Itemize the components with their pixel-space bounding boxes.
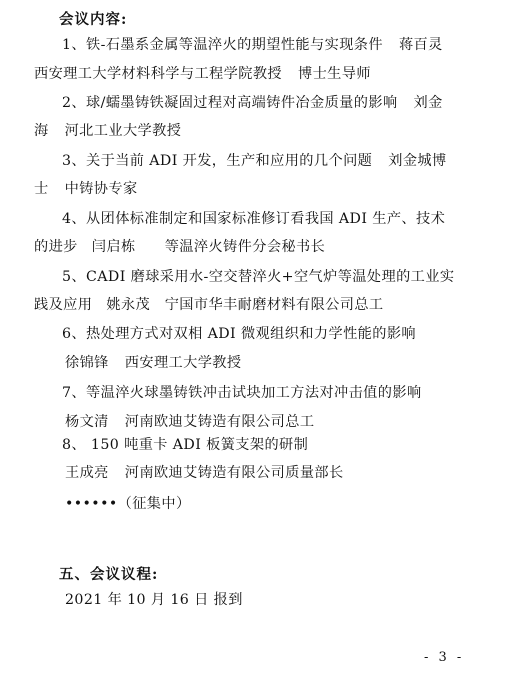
item-8-title: 8、 150 吨重卡 ADI 板簧支架的研制	[62, 437, 309, 453]
item-7-title: 7、等温淬火球墨铸铁冲击试块加工方法对冲击值的影响	[62, 385, 422, 401]
item-6-line-2	[65, 354, 241, 372]
item-5-title: 5、CADI 磨球采用水-空交替淬火+空气炉等温处理的工业实	[62, 269, 455, 285]
item-4-line-1	[62, 210, 445, 228]
item-4-line-2	[34, 238, 325, 256]
item-3-line-1	[62, 152, 447, 170]
item-2-author: 刘金	[413, 95, 443, 111]
item-1-line-2	[34, 65, 371, 83]
more-items-note: ••••••（征集中）	[65, 496, 191, 512]
item-6-title: 6、热处理方式对双相 ADI 微观组织和力学性能的影响	[62, 326, 417, 342]
item-8-affiliation: 河南欧迪艾铸造有限公司质量部长	[124, 465, 344, 481]
item-3-author: 刘金城博	[388, 153, 447, 169]
item-8-line-1	[62, 436, 308, 454]
item-2-title: 2、球/蠕墨铸铁凝固过程对高端铸件冶金质量的影响	[62, 95, 398, 111]
item-5-line-2	[34, 296, 384, 314]
item-8-line-2	[65, 464, 344, 482]
item-1-role: 博士生导师	[298, 66, 371, 82]
item-7-affiliation: 河南欧迪艾铸造有限公司总工	[124, 414, 315, 430]
item-6-author: 徐锦锋	[65, 355, 109, 371]
item-8-author: 王成亮	[65, 465, 109, 481]
item-2-line-2	[34, 122, 181, 140]
item-5-author: 姚永茂 宁国市华丰耐磨材料有限公司总工	[106, 297, 384, 313]
item-7-line-1	[62, 384, 422, 402]
item-3-affiliation: 中铸协专家	[64, 181, 138, 197]
item-5-title-cont: 践及应用	[34, 297, 93, 313]
section-title-agenda: 五、会议议程:	[59, 566, 159, 583]
item-6-line-1	[62, 325, 416, 343]
item-2-author-cont: 海	[34, 123, 49, 139]
page-number: - 3 -	[424, 650, 465, 665]
item-4-author: 闫启栋 等温淬火铸件分会秘书长	[91, 239, 326, 255]
section-title-contents: 会议内容:	[59, 11, 128, 28]
item-1-line-1	[62, 36, 443, 54]
agenda-date-line: 2021 年 10 月 16 日 报到	[65, 592, 243, 608]
item-6-affiliation: 西安理工大学教授	[124, 355, 242, 371]
item-4-title-cont: 的进步	[34, 239, 78, 255]
item-7-author: 杨文清	[65, 414, 109, 430]
item-3-author-cont: 士	[34, 181, 49, 197]
item-2-affiliation: 河北工业大学教授	[64, 123, 182, 139]
item-3-line-2	[34, 180, 138, 198]
item-7-line-2	[65, 413, 314, 431]
item-4-title: 4、从团体标准制定和国家标准修订看我国 ADI 生产、技术	[62, 211, 446, 227]
item-2-line-1	[62, 94, 443, 112]
item-1-title: 1、铁-石墨系金属等温淬火的期望性能与实现条件	[62, 37, 383, 53]
item-3-title: 3、关于当前 ADI 开发，生产和应用的几个问题	[62, 153, 373, 169]
item-1-affiliation: 西安理工大学材料科学与工程学院教授	[34, 66, 282, 82]
item-1-author: 蒋百灵	[398, 37, 443, 53]
item-5-line-1	[62, 268, 454, 286]
